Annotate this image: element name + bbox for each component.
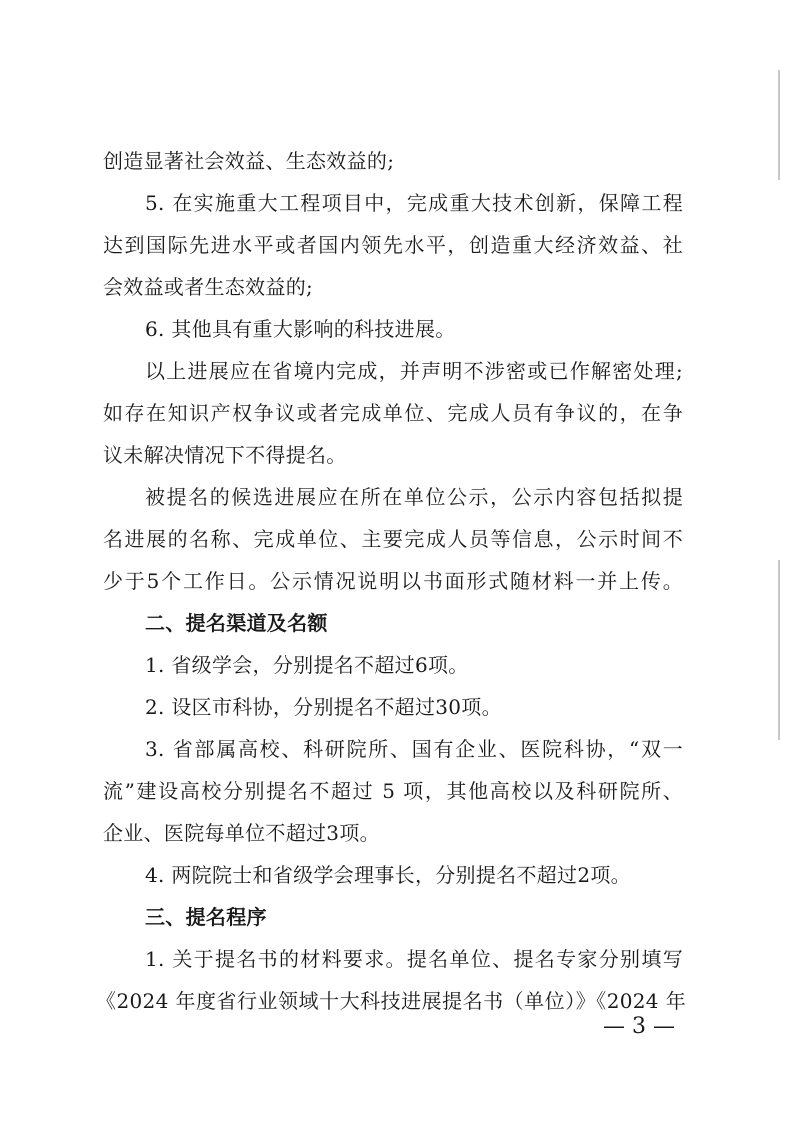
body-line: 创造显著社会效益、生态效益的; (103, 149, 395, 173)
list-item-3-line: 流”建设高校分别提名不超过 5 项，其他高校以及科研院所、 (103, 779, 683, 803)
paragraph-line: 1. 关于提名书的材料要求。提名单位、提名专家分别填写 (145, 947, 683, 971)
list-item-3-line: 企业、医院每单位不超过3项。 (103, 821, 380, 845)
list-item-3-line: 3. 省部属高校、科研院所、国有企业、医院科协，“双一 (145, 737, 683, 761)
list-item-6-line: 6. 其他具有重大影响的科技进展。 (145, 317, 456, 341)
list-item-4-line: 4. 两院院士和省级学会理事长，分别提名不超过2项。 (145, 863, 631, 887)
list-item-5-line: 会效益或者生态效益的; (103, 275, 314, 299)
scan-edge-mark (778, 560, 780, 740)
list-item-5-line: 达到国际先进水平或者国内领先水平，创造重大经济效益、社 (103, 233, 683, 257)
paragraph-line: 以上进展应在省境内完成，并声明不涉密或已作解密处理; (145, 359, 683, 383)
page-number: — 3 — (603, 1014, 675, 1039)
paragraph-line: 少于5个工作日。公示情况说明以书面形式随材料一并上传。 (103, 569, 683, 593)
list-item-5-line: 5. 在实施重大工程项目中，完成重大技术创新，保障工程 (145, 191, 683, 215)
list-item-2-line: 2. 设区市科协，分别提名不超过30项。 (145, 695, 502, 719)
paragraph-line: 议未解决情况下不得提名。 (103, 443, 347, 467)
section-heading: 二、提名渠道及名额 (145, 611, 328, 635)
list-item-1-line: 1. 省级学会，分别提名不超过6项。 (145, 653, 469, 677)
paragraph-line: 名进展的名称、完成单位、主要完成人员等信息，公示时间不 (103, 527, 683, 551)
paragraph-line: 《2024 年度省行业领域十大科技进展提名书（单位）》《2024 年 (96, 989, 686, 1013)
scan-edge-mark (778, 70, 780, 180)
section-heading: 三、提名程序 (145, 905, 267, 929)
paragraph-line: 被提名的候选进展应在所在单位公示，公示内容包括拟提 (145, 485, 683, 509)
paragraph-line: 如存在知识产权争议或者完成单位、完成人员有争议的，在争 (103, 401, 683, 425)
